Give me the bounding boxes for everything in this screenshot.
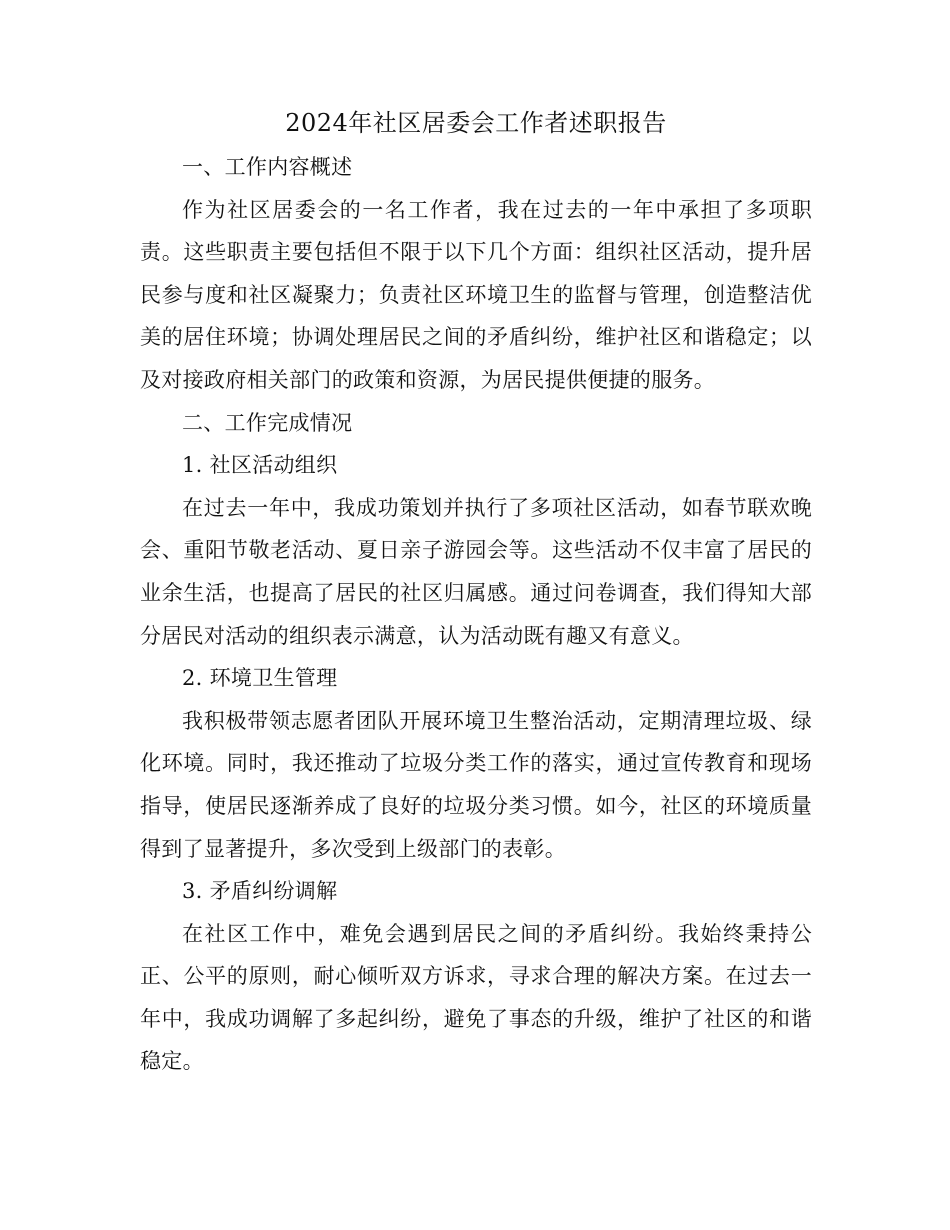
document-body [140, 100, 812, 1083]
paragraph-community-activities: 在过去一年中，我成功策划并执行了多项社区活动，如春节联欢晚会、重阳节敬老活动、夏日亲子游园会等。这些活动不仅丰富了居民的业余生活，也提高了居民的社区归属感。通过问卷调查，我们得知大部分居民对活动的组织表示满意，认为活动既有趣又有意义。 [140, 495, 812, 648]
subheading-environment: 2. 环境卫生管理 [182, 666, 338, 691]
section-heading-completion: 二、工作完成情况 [182, 410, 353, 435]
subheading-dispute-mediation: 3. 矛盾纠纷调解 [182, 879, 338, 904]
paragraph-dispute-mediation: 在社区工作中，难免会遇到居民之间的矛盾纠纷。我始终秉持公正、公平的原则，耐心倾听双方诉求，寻求合理的解决方案。在过去一年中，我成功调解了多起纠纷，避免了事态的升级，维护了社区的和谐稳定。 [140, 921, 812, 1074]
subheading-community-activities: 1. 社区活动组织 [182, 453, 338, 478]
paragraph-environment: 我积极带领志愿者团队开展环境卫生整治活动，定期清理垃圾、绿化环境。同时，我还推动了垃圾分类工作的落实，通过宣传教育和现场指导，使居民逐渐养成了良好的垃圾分类习惯。如今，社区的环境质量得到了显著提升，多次受到上级部门的表彰。 [140, 708, 812, 861]
section-heading-overview: 一、工作内容概述 [182, 155, 353, 179]
document-title: 2024年社区居委会工作者述职报告 [285, 109, 667, 137]
paragraph-overview: 作为社区居委会的一名工作者，我在过去的一年中承担了多项职责。这些职责主要包括但不限于以下几个方面：组织社区活动，提升居民参与度和社区凝聚力；负责社区环境卫生的监督与管理，创造整洁优美的居住环境；协调处理居民之间的矛盾纠纷，维护社区和谐稳定；以及对接政府相关部门的政策和资源，为居民提供便捷的服务。 [140, 197, 812, 392]
